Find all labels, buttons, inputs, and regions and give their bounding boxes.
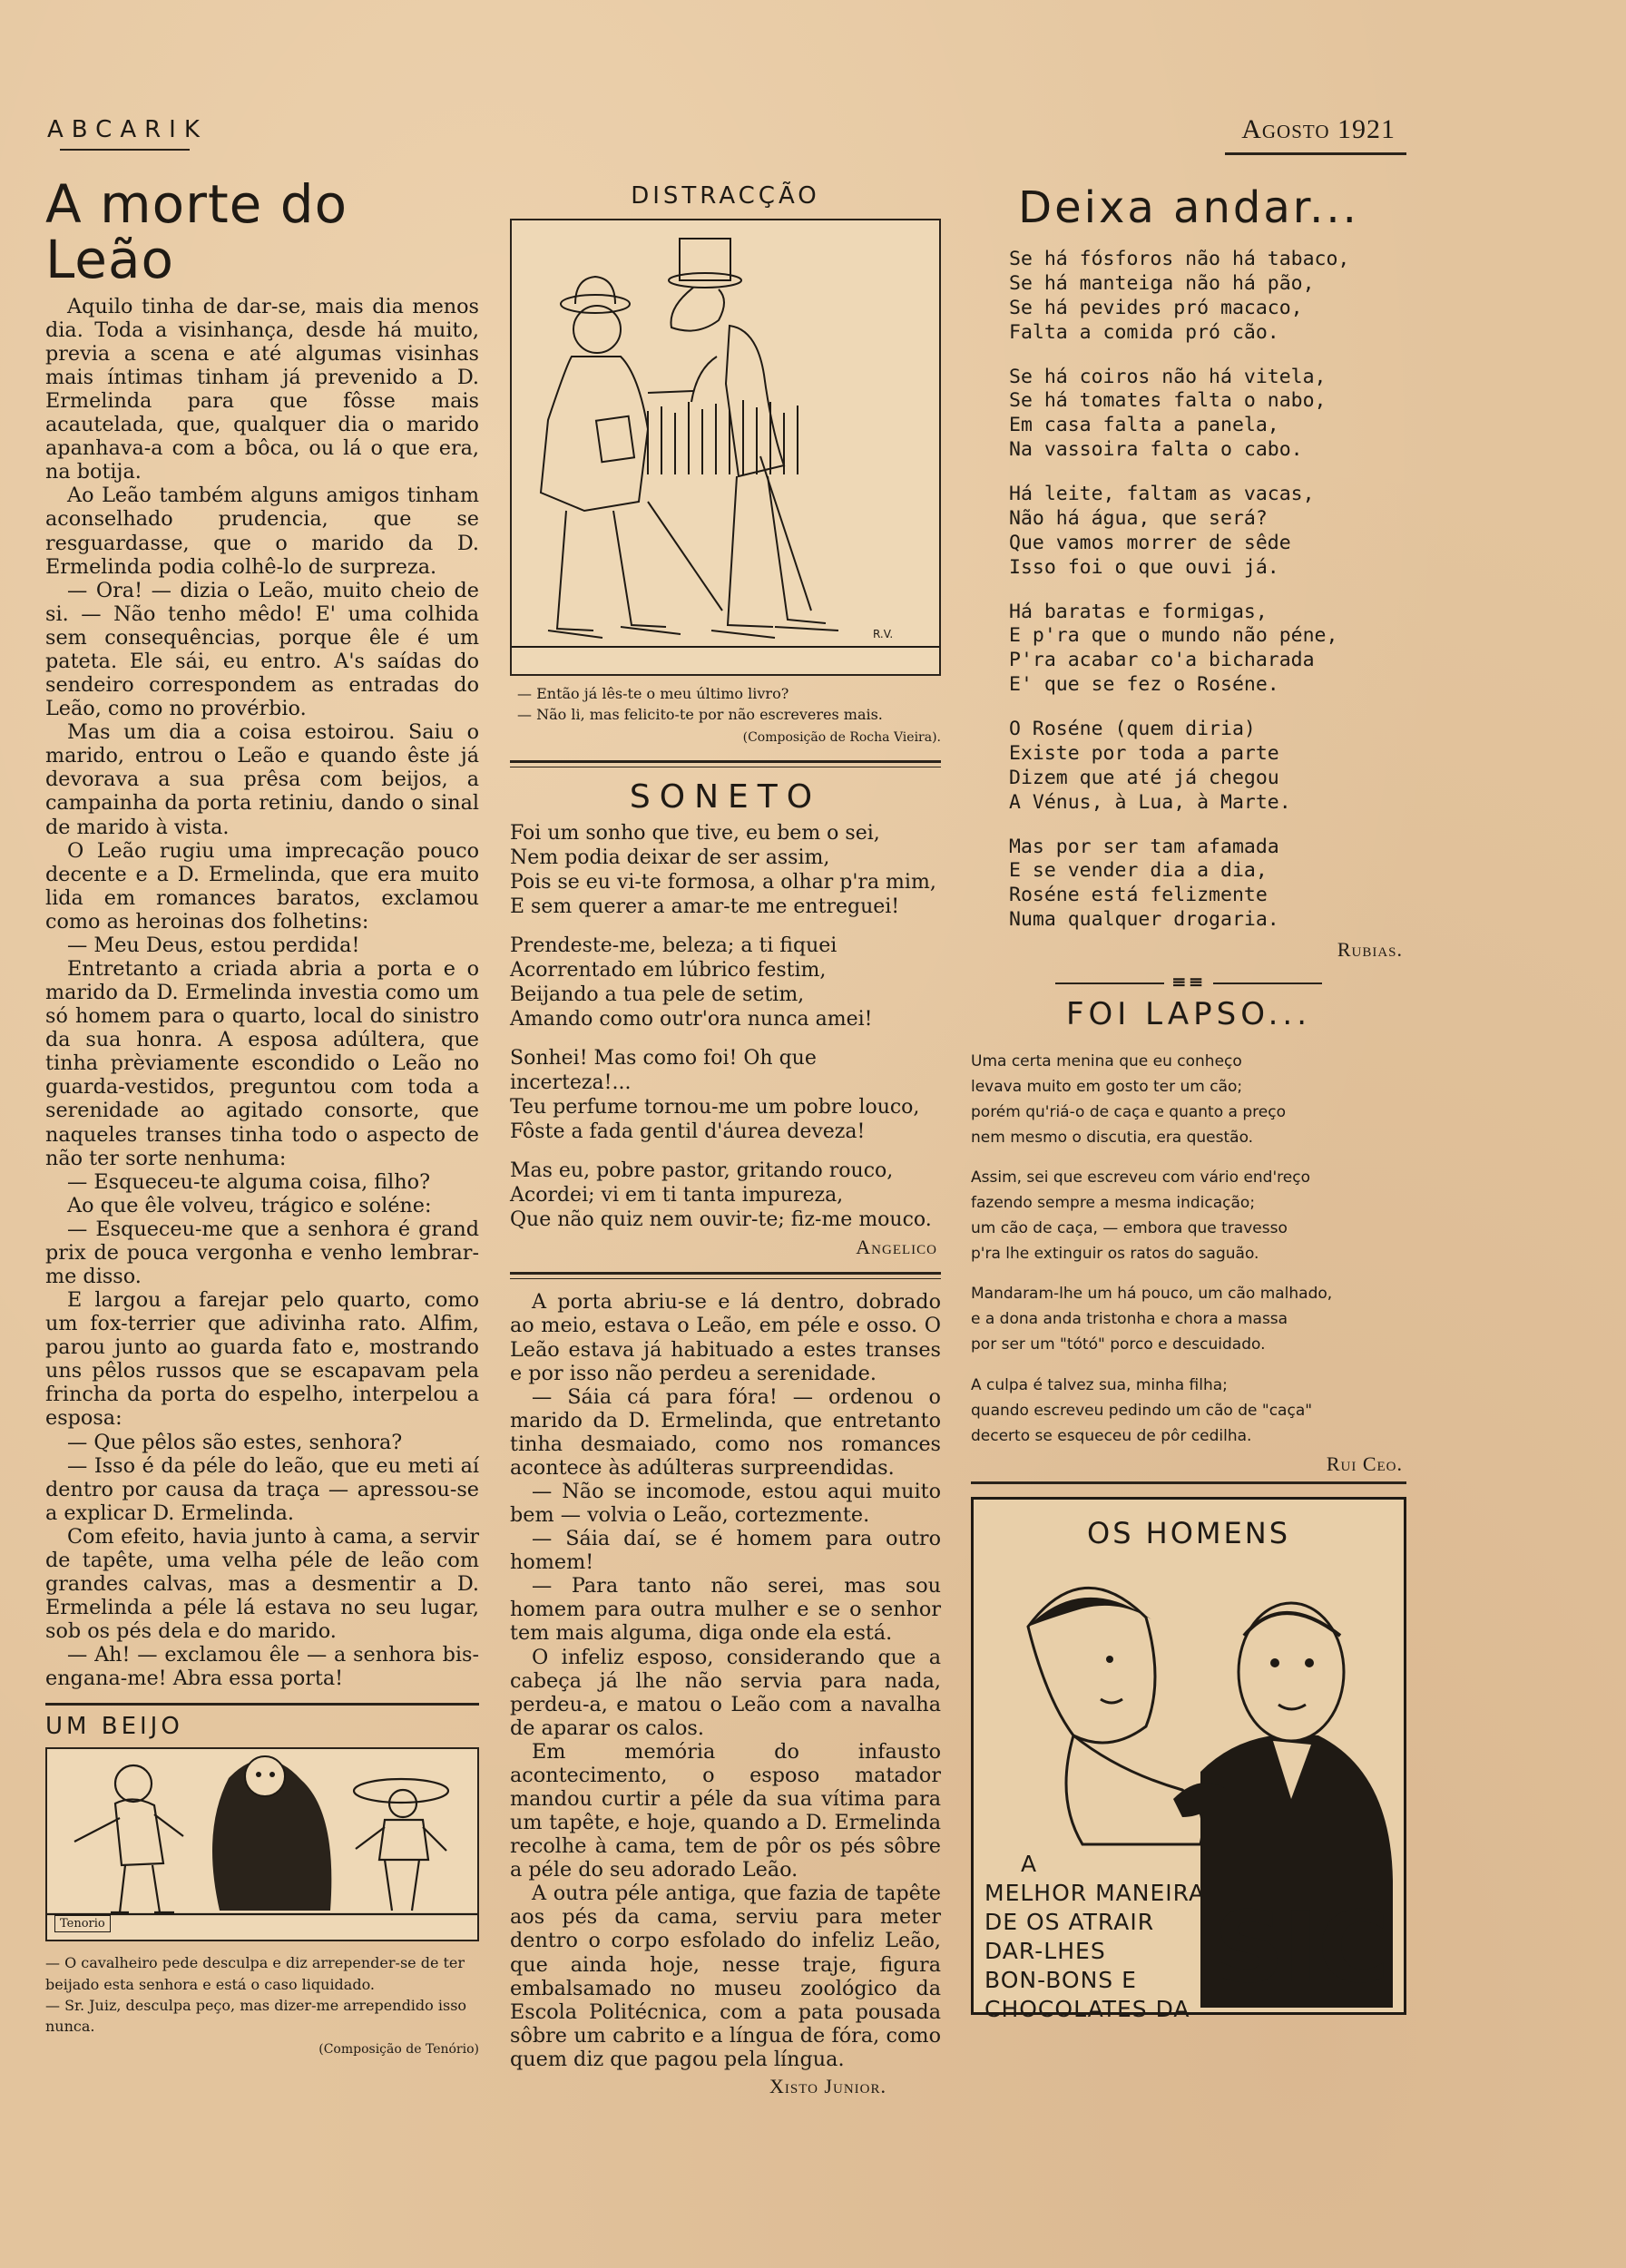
- beijo-caption-line: — Sr. Juiz, desculpa peço, mas dizer-me arrependido isso nunca.: [45, 1996, 467, 2035]
- poem-line: porém qu'riá-o de caça e quanto a preço: [971, 1103, 1286, 1122]
- deixa-stanza: [1009, 248, 1406, 346]
- article-paragraph: — Que pêlos são estes, senhora?: [67, 1430, 403, 1454]
- poem-line: Isso foi o que ouvi já.: [1009, 555, 1279, 579]
- distracao-cartoon-drawing: [512, 220, 939, 670]
- article-paragraph: — Para tanto não serei, mas sou homem para outra mulher e se o senhor tem mais alguma, diga onde ela está.: [510, 1574, 941, 1646]
- poem-line: E sem querer a amar-te me entreguei!: [510, 894, 900, 918]
- column-middle: [510, 177, 941, 2098]
- poem-line: Há leite, faltam as vacas,: [1009, 483, 1315, 505]
- poem-line: Se há fósforos não há tabaco,: [1009, 248, 1350, 270]
- article-paragraph: A outra péle antiga, que fazia de tapête aos pés da cama, serviu para meter dentro o corpo esfolado do infeliz Leão, que ainda hoje, nesse traje, figura embalsamado no museu zoológico da Escola Politécnica, com a pata pousada sôbre um cabrito e a língua de fóra, como quem diz que pagou pela língua.: [510, 1882, 941, 2071]
- article-paragraph: — Ora! — dizia o Leão, muito cheio de si. — Não tenho mêdo! E' uma colhida sem consequências, porque êle é um pateta. Ele sái, eu entro. A's saídas do sendeiro correspondem as entradas do Leão, como no provérbio.: [45, 578, 479, 721]
- beijo-caption: [45, 1952, 479, 2058]
- poem-line: por ser um "tótó" porco e descuidado.: [971, 1335, 1266, 1354]
- poem-line: Existe por toda a parte: [1009, 741, 1279, 765]
- poem-line: Mas por ser tam afamada: [1009, 835, 1279, 858]
- article-paragraph: — Esqueceu-me que a senhora é grand prix de pouca vergonha e venho lembrar-me disso.: [45, 1217, 479, 1288]
- article-paragraph: Entretanto a criada abria a porta e o marido da D. Ermelinda investia como um só homem para o quarto, local do sinistro da sua honra. A esposa adúltera, que tinha prèviamente escondido o Leão no guarda-vestidos, preguntou com toda a serenidade ao agitado consorte, que naqueles transes tinha todo o aspecto de não ter sorte nenhuma:: [45, 956, 479, 1170]
- beijo-cartoon-drawing: [47, 1749, 477, 1936]
- poem-line: e a dona anda tristonha e chora a massa: [971, 1310, 1288, 1329]
- poem-line: p'ra lhe extinguir os ratos do saguão.: [971, 1245, 1259, 1264]
- article-paragraph: — Não se incomode, estou aqui muito bem — volvia o Leão, cortezmente.: [510, 1480, 941, 1528]
- poem-line: E p'ra que o mundo não péne,: [1009, 624, 1338, 648]
- masthead-date: Agosto 1921: [1241, 114, 1396, 144]
- beijo-signature: Tenorio: [54, 1915, 111, 1932]
- poem-line: Na vassoira falta o cabo.: [1009, 438, 1303, 462]
- poem-line: Em casa falta a panela,: [1009, 414, 1279, 437]
- poem-line: Acorrentado em lúbrico festim,: [510, 958, 827, 982]
- poem-line: Se há tomates falta o nabo,: [1009, 389, 1327, 413]
- poem-line: E' que se fez o Roséne.: [1009, 673, 1279, 697]
- deixa-poem: [971, 248, 1406, 933]
- poem-line: Assim, sei que escreveu com vário end'reço: [971, 1168, 1310, 1188]
- deixa-stanza: [1009, 836, 1406, 934]
- article-paragraph: Mas um dia a coisa estoirou. Saiu o marido, entrou o Leão e quando êste já devorava a sua prêsa com beijos, a campainha da porta retiniu, dando o sinal de marido à vista.: [45, 720, 479, 839]
- poem-line: nem mesmo o discutia, era questão.: [971, 1129, 1254, 1148]
- poem-line: Foi um sonho que tive, eu bem o sei,: [510, 821, 880, 845]
- ornament-mark: ≡≡: [1171, 971, 1214, 992]
- poem-line: Dizem que até já chegou: [1009, 766, 1279, 789]
- article-author: Xisto Junior.: [769, 2074, 886, 2097]
- section-divider: [510, 1272, 941, 1279]
- article-paragraph: Aquilo tinha de dar-se, mais dia menos dia. Toda a visinhança, desde há muito, previa a scena e até algumas visinhas mais íntimas tinham já prevenido a D. Ermelinda para que fôsse mais acautelada, que, qualquer dia o marido apanhava-a com a bôca, ou lá o que era, na botija.: [45, 294, 479, 484]
- article-paragraph: Ao Leão também alguns amigos tinham aconselhado prudencia, que se resguardasse, que o marido da D. Ermelinda podia colhê-lo de surpreza.: [45, 484, 479, 579]
- poem-line: decerto se esqueceu de pôr cedilha.: [971, 1426, 1252, 1445]
- distracao-caption-line: — Então já lês-te o meu último livro?: [517, 685, 789, 702]
- article-paragraph: Em memória do infausto acontecimento, o esposo matador mandou curtir a péle da sua vítima para um tapête, e hoje, quando a D. Ermelinda recolhe à cama, tem de pôr os pés sôbre a péle do seu adorado Leão.: [510, 1739, 941, 1882]
- poem-line: O Roséne (quem diria): [1009, 718, 1256, 740]
- distracao-caption-line: — Não li, mas felicito-te por não escreveres mais.: [517, 706, 883, 724]
- poem-line: Mandaram-lhe um há pouco, um cão malhado,: [971, 1285, 1333, 1304]
- ad-copy-line: MELHOR MANEIRA: [984, 1879, 1206, 1906]
- masthead-rule: [1225, 152, 1406, 155]
- lapso-stanza: [971, 1049, 1406, 1150]
- ad-copy-line: DE OS ATRAIR: [984, 1908, 1155, 1935]
- sic-advertisement: [971, 1497, 1406, 2022]
- poem-line: Que não quiz nem ouvir-te; fiz-me mouco.: [510, 1208, 932, 1232]
- poem-line: Prendeste-me, beleza; a ti fiquei: [510, 934, 837, 957]
- column-left: [45, 173, 479, 2058]
- poem-line: Roséne está felizmente: [1009, 884, 1268, 907]
- deixa-author: Rubias.: [1337, 938, 1403, 961]
- article-paragraph: Com efeito, havia junto à cama, a servir de tapête, uma velha péle de leão com grandes calvas, mas a desmentir a D. Ermelinda a péle lá estava no seu lugar, sob os pés dela e do marido.: [45, 1524, 479, 1644]
- deixa-stanza: [1009, 601, 1406, 699]
- poem-line: Uma certa menina que eu conheço: [971, 1052, 1242, 1070]
- article-paragraph: — Sáia daí, se é homem para outro homem!: [510, 1527, 941, 1575]
- lapso-stanza: [971, 1281, 1406, 1357]
- poem-line: Sonhei! Mas como foi! Oh que incerteza!...: [510, 1047, 817, 1095]
- poem-line: P'ra acabar co'a bicharada: [1009, 649, 1315, 672]
- poem-line: Não há água, que será?: [1009, 506, 1268, 530]
- lapso-stanza: [971, 1373, 1406, 1449]
- distracao-illustration: [510, 219, 941, 676]
- poem-line: Amando como outr'ora nunca amei!: [510, 1008, 873, 1031]
- article-paragraph: — Esqueceu-te alguma coisa, filho?: [67, 1169, 431, 1194]
- ad-copy-line: BON-BONS E: [984, 1966, 1137, 1993]
- poem-line: levava muito em gosto ter um cão;: [971, 1078, 1243, 1097]
- poem-line: Se há pevides pró macaco,: [1009, 296, 1303, 319]
- section-divider: [971, 1481, 1406, 1484]
- poem-line: A Vénus, à Lua, à Marte.: [1009, 790, 1291, 814]
- ad-brand-logo: SIC: [1213, 1891, 1387, 2005]
- ad-copy-line: CHOCOLATES DA: [984, 1995, 1190, 2022]
- column-right: [971, 177, 1406, 2022]
- poem-line: Se há manteiga não há pão,: [1009, 271, 1315, 295]
- soneto-stanza: [510, 821, 941, 919]
- deixa-stanza: [1009, 718, 1406, 816]
- soneto-poem: [510, 821, 941, 1233]
- distracao-credit: (Composição de Rocha Vieira).: [742, 730, 941, 746]
- article-paragraph: — Meu Deus, estou perdida!: [67, 933, 360, 957]
- poem-line: Se há coiros não há vitela,: [1009, 365, 1327, 388]
- ad-copy: [984, 1850, 1205, 2024]
- poem-line: Pois se eu vi-te formosa, a olhar p'ra mim,: [510, 870, 936, 894]
- poem-line: Numa qualquer drogaria.: [1009, 908, 1279, 932]
- poem-line: Beijando a tua pele de setim,: [510, 982, 805, 1006]
- beijo-heading: UM BEIJO: [45, 1713, 183, 1741]
- beijo-illustration: [45, 1747, 479, 1941]
- soneto-stanza: [510, 1046, 941, 1144]
- lapso-poem: [971, 1049, 1406, 1449]
- lapso-author: Rui Ceo.: [1326, 1452, 1403, 1475]
- article-body-part2: [510, 1290, 941, 2071]
- deixa-stanza: [1009, 366, 1406, 464]
- soneto-heading: SONETO: [629, 777, 822, 816]
- poem-line: Nem podia deixar de ser assim,: [510, 846, 830, 869]
- ornamental-divider: [971, 971, 1406, 992]
- ornament-line: [1055, 982, 1164, 984]
- poem-line: um cão de caça, — embora que travesso: [971, 1219, 1288, 1238]
- article-title: A morte do Leão: [45, 173, 348, 290]
- article-paragraph: — Isso é da péle do leão, que eu meti aí dentro por causa da traça — apressou-se a explicar D. Ermelinda.: [45, 1453, 479, 1525]
- poem-line: Mas eu, pobre pastor, gritando rouco,: [510, 1159, 894, 1183]
- masthead-title: ABCARIK: [47, 116, 208, 143]
- article-paragraph: O infeliz esposo, considerando que a cabeça já lhe não servia para nada, perdeu-a, e matou o Leão com a navalha de aparar os calos.: [510, 1645, 941, 1740]
- poem-line: Fôste a fada gentil d'áurea deveza!: [510, 1120, 866, 1144]
- article-paragraph: A porta abriu-se e lá dentro, dobrado ao meio, estava o Leão, em péle e osso. O Leão estava já habituado a estes transes e por isso não perdeu a serenidade.: [510, 1290, 941, 1385]
- article-paragraph: — Ah! — exclamou êle — a senhora bis-engana-me! Abra essa porta!: [45, 1643, 479, 1691]
- deixa-stanza: [1009, 483, 1406, 581]
- article-paragraph: O Leão rugiu uma imprecação pouco decente e a D. Ermelinda, que era muito lida em romances baratos, exclamou como as heroinas dos folhetins:: [45, 838, 479, 934]
- ad-copy-line: DAR-LHES: [984, 1937, 1106, 1964]
- poem-line: Teu perfume tornou-me um pobre louco,: [510, 1096, 920, 1119]
- soneto-author: Angelico: [856, 1236, 937, 1259]
- poem-line: fazendo sempre a mesma indicação;: [971, 1194, 1256, 1213]
- article-body-part1: [45, 295, 479, 1691]
- poem-line: Há baratas e formigas,: [1009, 600, 1268, 623]
- lapso-stanza: [971, 1165, 1406, 1266]
- poem-line: Que vamos morrer de sêde: [1009, 531, 1291, 554]
- poem-line: A culpa é talvez sua, minha filha;: [971, 1375, 1228, 1394]
- poem-line: quando escreveu pedindo um cão de "caça": [971, 1401, 1313, 1420]
- distracao-artist-signature: R.V.: [873, 628, 894, 640]
- poem-line: Falta a comida pró cão.: [1009, 320, 1279, 344]
- soneto-stanza: [510, 1158, 941, 1232]
- distracao-heading: DISTRACÇÃO: [631, 182, 820, 210]
- section-divider: [45, 1703, 479, 1706]
- distracao-caption: [517, 683, 941, 748]
- soneto-stanza: [510, 934, 941, 1031]
- article-paragraph: E largou a farejar pelo quarto, como um fox-terrier que adivinha rato. Alfim, parou junto ao guarda fato e, mostrando uns pêlos russos que se escapavam pela frincha da porta do espelho, interpelou a esposa:: [45, 1288, 479, 1431]
- beijo-caption-line: — O cavalheiro pede desculpa e diz arrepender-se de ter beijado esta senhora e está o caso liquidado.: [45, 1954, 465, 1993]
- ornament-line: [1213, 982, 1322, 984]
- article-paragraph: — Sáia cá para fóra! — ordenou o marido da D. Ermelinda, que entretanto tinha desmaiado, como nos romances acontece às adúlteras surpreendidas.: [510, 1384, 941, 1480]
- ad-title: OS HOMENS: [1087, 1515, 1290, 1550]
- poem-line: E se vender dia a dia,: [1009, 859, 1268, 883]
- article-paragraph: Ao que êle volveu, trágico e soléne:: [67, 1193, 432, 1217]
- section-divider: [510, 760, 941, 767]
- poem-line: Acordei; vi em ti tanta impureza,: [510, 1184, 844, 1207]
- ad-copy-line: A: [1021, 1850, 1038, 1877]
- beijo-credit: (Composição de Tenório): [318, 2042, 479, 2058]
- lapso-title: FOI LAPSO...: [1065, 996, 1312, 1032]
- deixa-title: Deixa andar...: [1018, 182, 1359, 233]
